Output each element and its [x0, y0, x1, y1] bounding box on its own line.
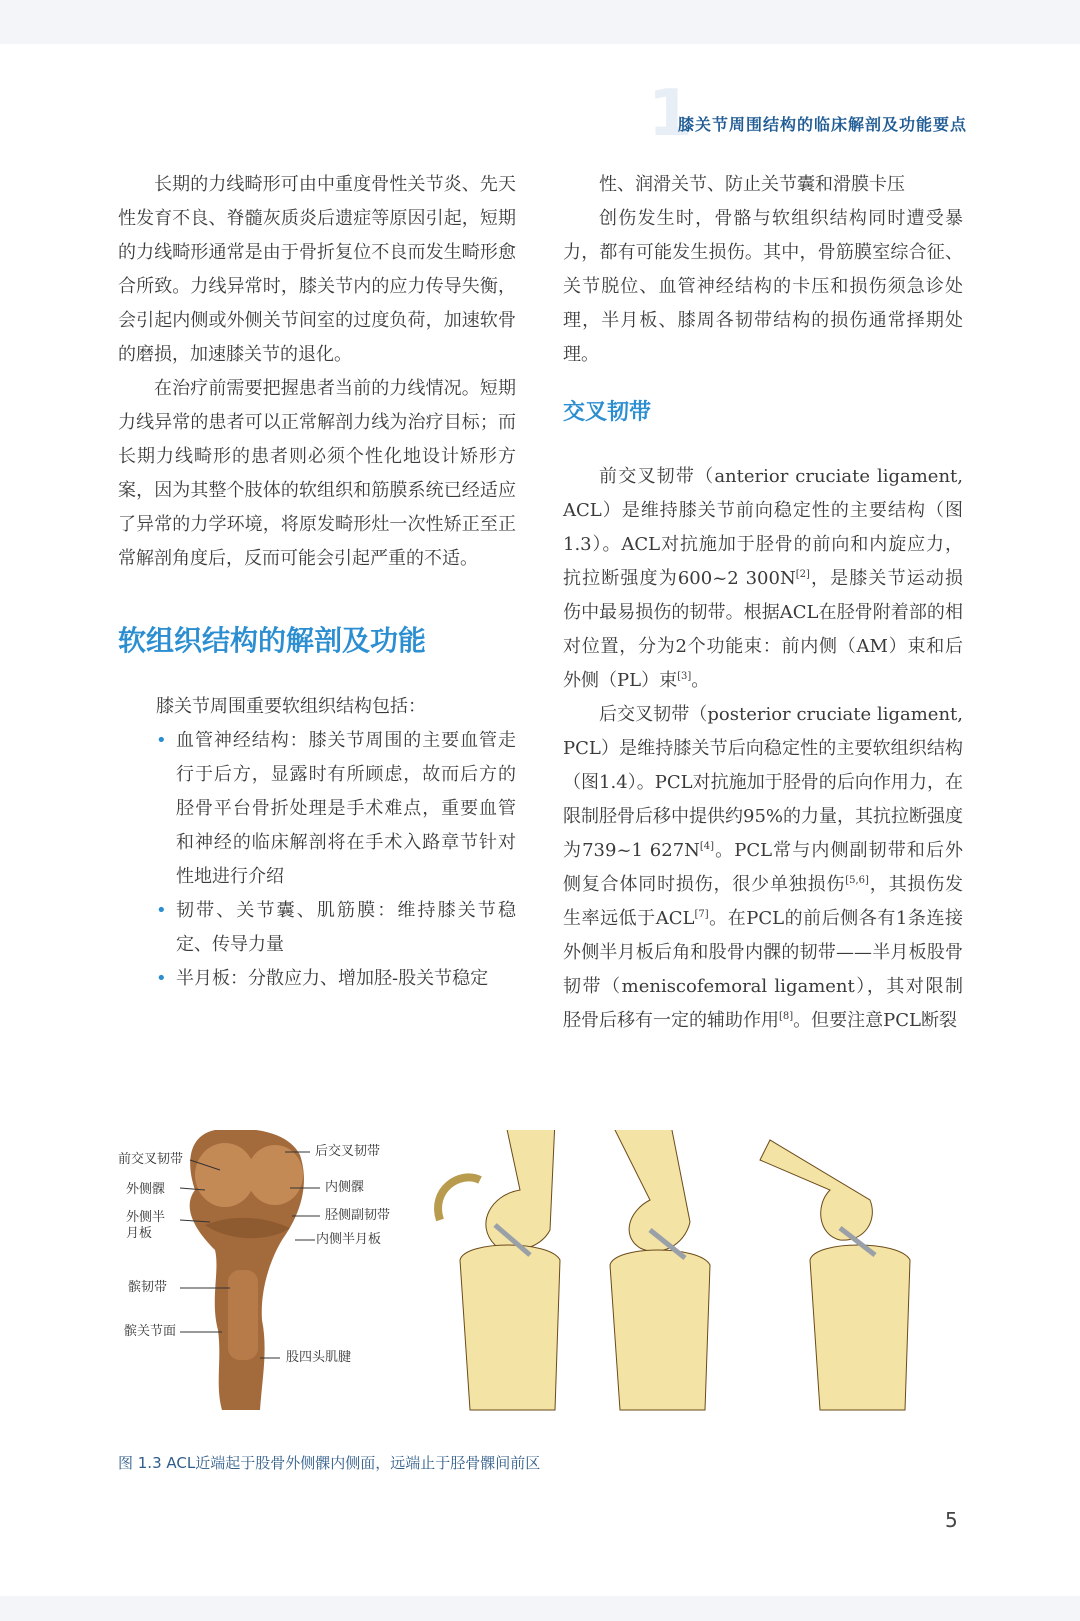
- list-item: • 血管神经结构：膝关节周围的主要血管走行于后方，显露时有所顾虑，故而后方的胫骨平台骨折处理是手术难点，重要血管和神经的临床解剖将在手术入路章节针对性地进行介绍: [156, 724, 516, 894]
- label-acl: 前交叉韧带: [118, 1152, 184, 1167]
- knee-diagram-flexion-45: [610, 1130, 710, 1410]
- label-medial-meniscus: 内侧半月板: [316, 1232, 382, 1247]
- label-pcl: 后交叉韧带: [315, 1144, 381, 1159]
- bullet-dot-icon: •: [156, 730, 167, 751]
- section-heading: 软组织结构的解剖及功能: [118, 624, 427, 657]
- chapter-number: 1: [648, 77, 693, 151]
- paragraph: 长期的力线畸形可由中重度骨性关节炎、先天性发育不良、脊髓灰质炎后遗症等原因引起，短期的力线畸形通常是由于骨折复位不良而发生畸形愈合所致。力线异常时，膝关节内的应力传导失衡，会引起内侧或外侧关节间室的过度负荷，加速软骨的磨损，加速膝关节的退化。: [118, 174, 516, 365]
- bullet-list: [118, 724, 516, 996]
- paragraph: 创伤发生时，骨骼与软组织结构同时遭受暴力，都有可能发生损伤。其中，骨筋膜室综合征、关节脱位、血管神经结构的卡压和损伤须急诊处理，半月板、膝周各韧带结构的损伤通常择期处理。: [563, 208, 963, 365]
- label-mcl: 胫侧副韧带: [325, 1208, 391, 1223]
- knee-diagram-extension: [438, 1130, 560, 1410]
- list-item: • 半月板：分散应力、增加胫-股关节稳定: [156, 962, 516, 996]
- knee-illustrations: [110, 1130, 980, 1420]
- page-number: 5: [945, 1508, 958, 1532]
- paragraph-continued: 性、润滑关节、防止关节囊和滑膜卡压: [599, 174, 905, 195]
- citation: [5,6]: [845, 875, 869, 886]
- label-patellar-facet: 髌关节面: [124, 1324, 177, 1339]
- bullet-dot-icon: •: [156, 900, 167, 921]
- citation: [8]: [779, 1011, 794, 1022]
- label-patellar-ligament: 髌韧带: [128, 1280, 168, 1295]
- bullet-dot-icon: •: [156, 968, 167, 989]
- label-quadriceps-tendon: 股四头肌腱: [286, 1350, 352, 1365]
- subsection-heading: 交叉韧带: [563, 400, 652, 425]
- right-column: [563, 168, 963, 1038]
- citation: [2]: [795, 569, 810, 580]
- figure-1-3: [110, 1130, 980, 1420]
- label-lateral-condyle: 外侧髁: [126, 1182, 166, 1197]
- paragraph-acl: 前交叉韧带（anterior cruciate ligament, ACL）是维持膝关节前向稳定性的主要结构（图1.3）。ACL对抗施加于胫骨的前向和内旋应力，抗拉断强度为600~2 300N[2]，是膝关节运动损伤中最易损伤的韧带。根据ACL在胫骨附着部的相对位置，分为2个功能束：前内侧（AM）束和后外侧（PL）束[3]。: [563, 466, 963, 691]
- left-column: [118, 168, 516, 996]
- paragraph: 膝关节周围重要软组织结构包括：: [156, 696, 426, 717]
- knee-anatomy-model: [190, 1130, 304, 1410]
- citation: [7]: [694, 909, 709, 920]
- paragraph: 在治疗前需要把握患者当前的力线情况。短期力线异常的患者可以正常解剖力线为治疗目标；而长期力线畸形的患者则必须个性化地设计矫形方案，因为其整个肢体的软组织和筋膜系统已经适应了异常的力学环境，将原发畸形灶一次性矫正至正常解剖角度后，反而可能会引起严重的不适。: [118, 378, 516, 569]
- citation: [3]: [677, 671, 692, 682]
- label-lateral-meniscus: 外侧半月板: [126, 1210, 166, 1241]
- bottom-margin-band: [0, 1596, 1080, 1621]
- figure-caption: 图 1.3 ACL近端起于股骨外侧髁内侧面，远端止于胫骨髁间前区: [118, 1454, 541, 1472]
- citation: [4]: [699, 841, 715, 852]
- label-medial-condyle: 内侧髁: [325, 1180, 365, 1195]
- paragraph-pcl: 后交叉韧带（posterior cruciate ligament, PCL）是维持膝关节后向稳定性的主要软组织结构（图1.4）。PCL对抗施加于胫骨的后向作用力，在限制胫骨后移中提供约95%的力量，其抗拉断强度为739~1 627N[4]。PCL常与内侧副韧带和后外侧复合体同时损伤，很少单独损伤[5,6]，其损伤发生率远低于ACL[7]。在PCL的前后侧各有1条连接外侧半月板后角和股骨内髁的韧带——半月板股骨韧带（meniscofemoral ligament），其对限制胫骨后移有一定的辅助作用[8]。但要注意PCL断裂: [563, 704, 964, 1031]
- running-header-title: 膝关节周围结构的临床解剖及功能要点: [678, 115, 968, 134]
- list-item: • 韧带、关节囊、肌筋膜：维持膝关节稳定、传导力量: [156, 894, 516, 962]
- top-margin-band: [0, 0, 1080, 44]
- knee-diagram-flexion-90: [760, 1140, 910, 1410]
